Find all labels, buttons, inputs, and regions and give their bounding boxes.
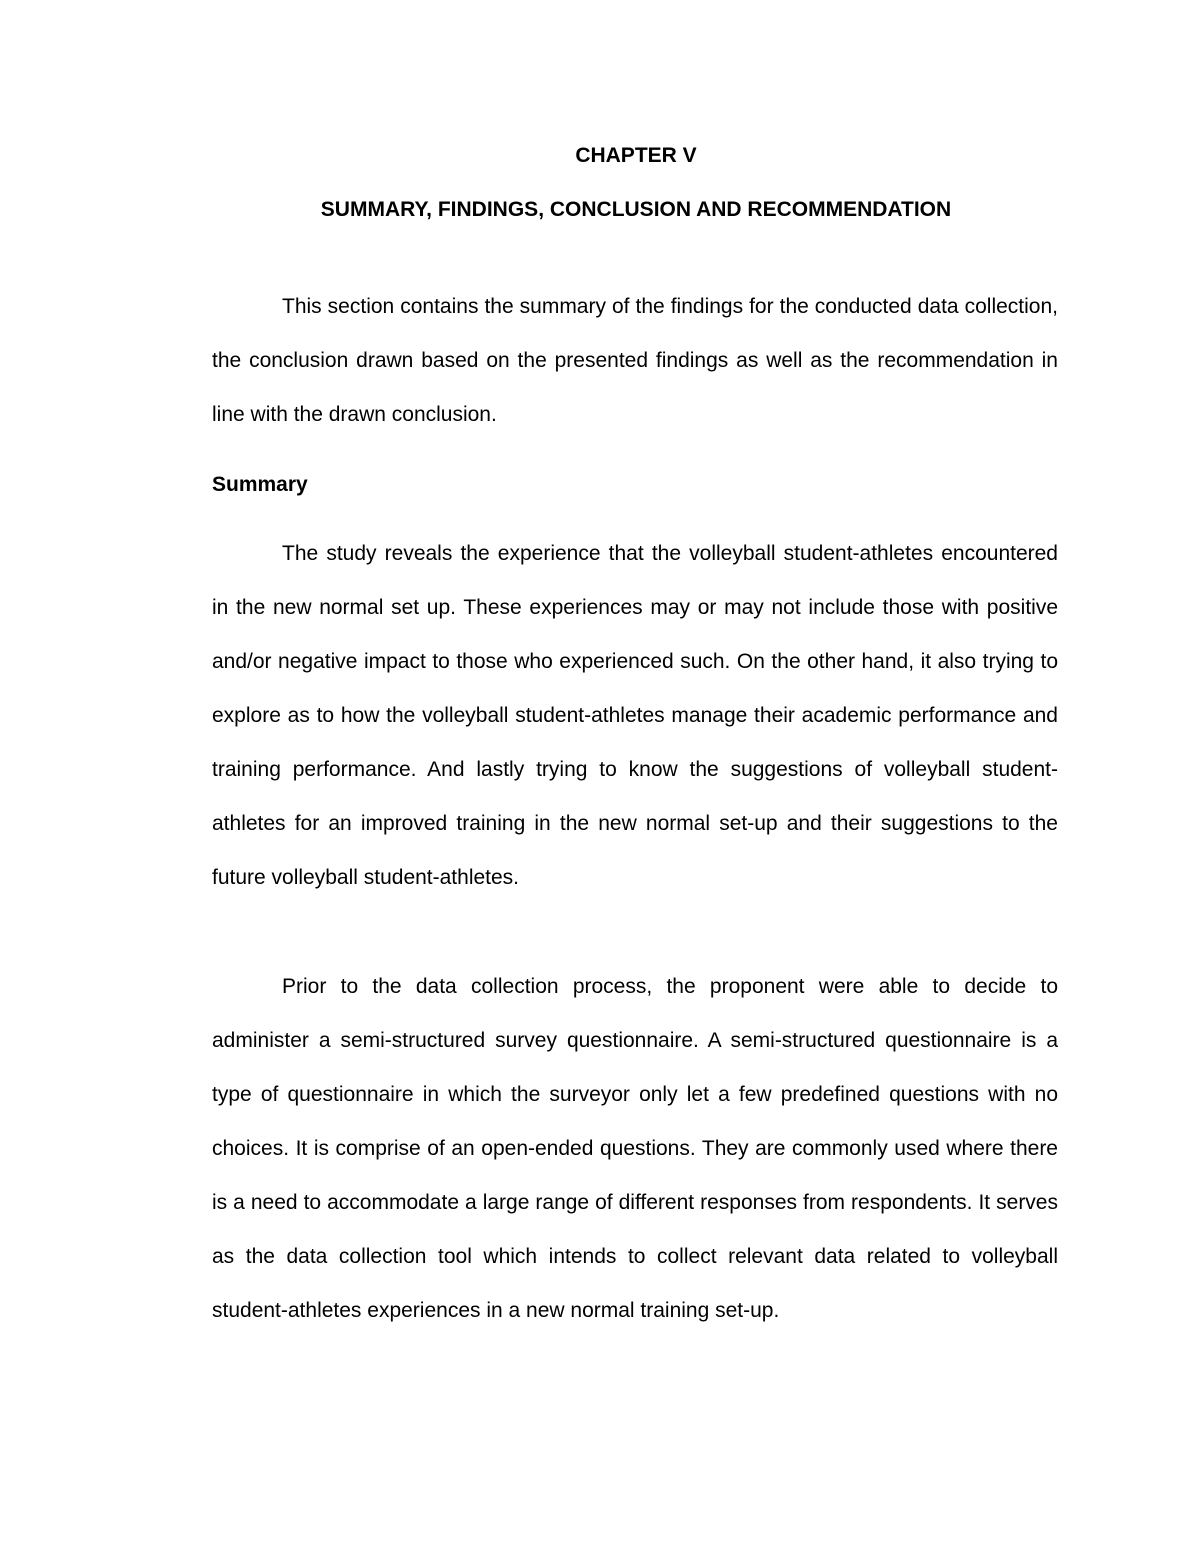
summary-paragraph: The study reveals the experience that the volleyball student-athletes encountered in the new normal set up. These experiences may or may not include those with positive and/or negative impact to those who experienced such. On the other hand, it also trying to explore as to how the volleyball student-athletes manage their academic performance and training performance. And lastly trying to know the suggestions of volleyball student-athletes for an improved training in the new normal set-up and their suggestions to the future volleyball student-athletes. (212, 542, 1058, 889)
intro-paragraph: This section contains the summary of the findings for the conducted data collection, the conclusion drawn based on the presented findings as well as the recommendation in line with the drawn conclusion. (212, 295, 1058, 426)
chapter-title: SUMMARY, FINDINGS, CONCLUSION AND RECOMMENDATION (320, 198, 952, 221)
summary-paragraph: Prior to the data collection process, the proponent were able to decide to administer a semi-structured survey questionnaire. A semi-structured questionnaire is a type of questionnaire in which the surveyor only let a few predefined questions with no choices. It is comprise of an open-ended questions. They are commonly used where there is a need to accommodate a large range of different responses from respondents. It serves as the data collection tool which intends to collect relevant data related to volleyball student-athletes experiences in a new normal training set-up. (212, 975, 1058, 1322)
chapter-heading: CHAPTER V (575, 144, 697, 167)
summary-heading: Summary (212, 473, 308, 496)
